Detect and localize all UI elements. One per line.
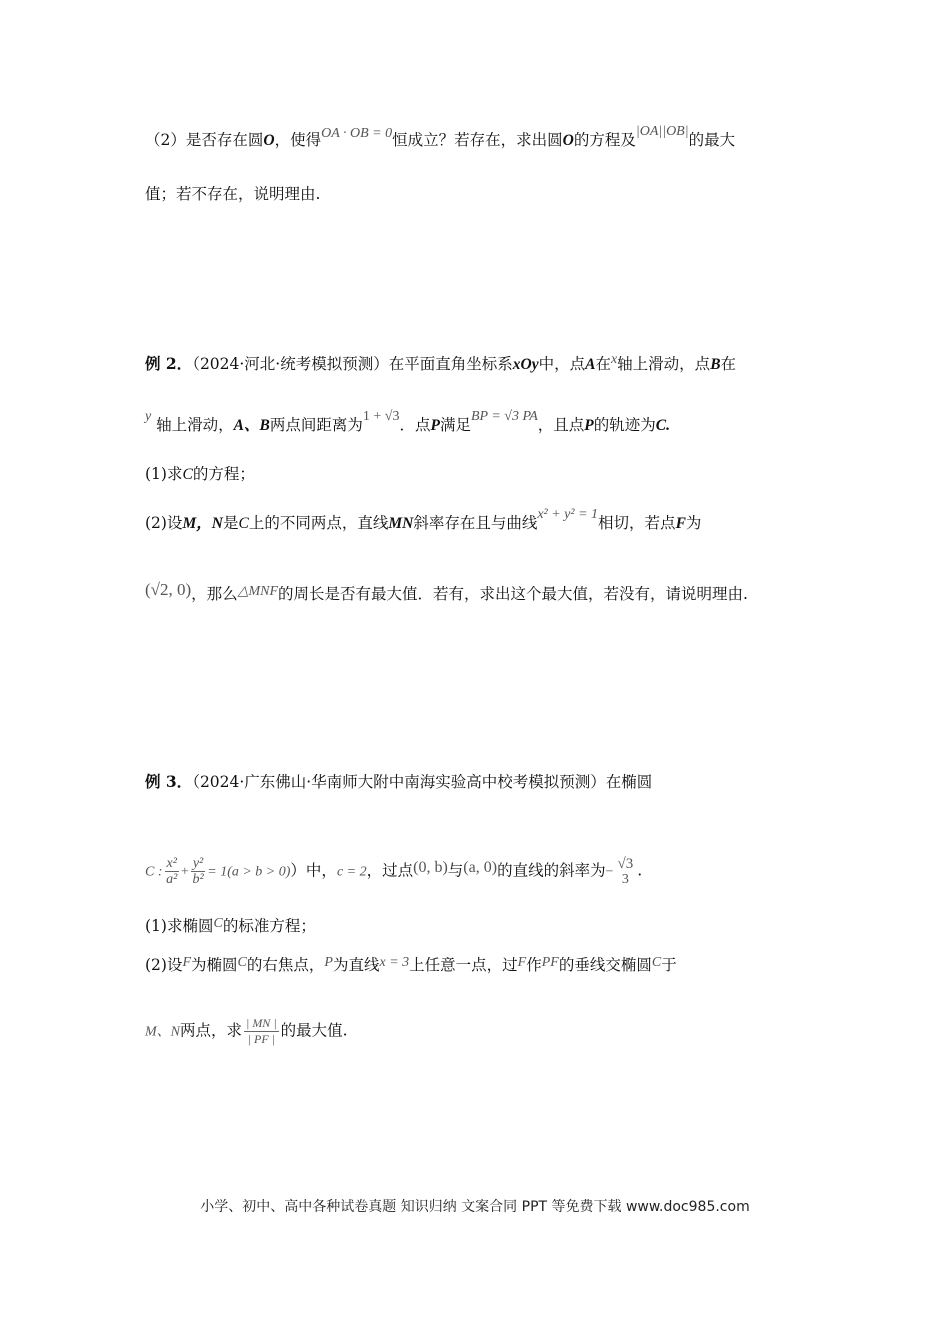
denominator: | PF |	[247, 1032, 275, 1046]
ex3-part1	[145, 914, 316, 940]
var-c: C.	[655, 417, 670, 434]
var-mn: M，N	[182, 515, 223, 532]
numerator: y²	[192, 856, 204, 871]
text: 的垂线交椭圆	[558, 956, 652, 974]
text: 在	[595, 355, 611, 373]
math-mn: M、N	[145, 1024, 180, 1040]
text: 轴上滑动，点	[617, 355, 711, 373]
text: ，使得	[274, 131, 322, 149]
math-c: C	[237, 955, 247, 970]
text: 为直线	[332, 956, 380, 974]
text: (1)求	[145, 465, 183, 483]
math-point-a0: (a, 0)	[463, 858, 498, 876]
math-point-0b: (0, b)	[413, 858, 448, 876]
text: 上的不同两点，直线	[248, 514, 389, 532]
text: 的直线的斜率为	[497, 861, 606, 880]
math-f: F	[517, 955, 527, 970]
text: 斜率存在且与曲线	[413, 514, 538, 532]
text: （2）是否存在圆	[145, 131, 264, 149]
denominator: a²	[166, 872, 178, 887]
text: 轴上滑动，	[156, 416, 234, 434]
math-ellipse-rest: = 1(a > b > 0)	[207, 864, 291, 880]
math-condition: OA · OB = 0	[321, 126, 393, 141]
math-line-x3: x = 3	[379, 955, 410, 970]
math-point: (√2, 0)	[145, 580, 192, 599]
math-c: C	[213, 916, 223, 931]
var-a: A	[585, 356, 596, 373]
var-b: B	[710, 356, 721, 373]
var-p: P	[430, 417, 440, 434]
text: 中，点	[538, 355, 586, 373]
ex2-line-2	[145, 409, 670, 439]
text: 相切，若点	[598, 514, 676, 532]
ex2-part2-line-2	[145, 582, 748, 608]
example-label: 例 2．	[145, 354, 193, 373]
text: 恒成立？若存在，求出圆	[392, 131, 563, 149]
text: 与	[447, 861, 464, 880]
text: ）中，	[290, 861, 337, 880]
ex2-line-1	[145, 352, 736, 378]
ex3-part2-line-2	[145, 1016, 348, 1047]
text: 于	[661, 956, 677, 974]
numerator: x²	[166, 856, 177, 871]
ex3-line-2	[145, 856, 642, 887]
math-f: F	[182, 955, 192, 970]
math-ellipse-name: C :	[145, 864, 163, 880]
q2-line-2	[145, 182, 320, 206]
var-o: O	[263, 132, 275, 149]
example-source: （2024·广东佛山·华南师大附中南海实验高中校考模拟预测）在椭圆	[192, 773, 653, 791]
math-bp-relation: BP = √3 PA	[470, 409, 538, 424]
math-fraction-y	[191, 856, 205, 887]
var-f: F	[675, 515, 686, 532]
text: 在	[720, 355, 737, 373]
var-xoy: xOy	[512, 356, 539, 373]
var-mn: MN	[388, 515, 414, 532]
text: 的方程及	[573, 131, 636, 149]
numerator: | MN |	[246, 1016, 277, 1030]
text: ，那么	[191, 585, 238, 603]
text: .	[637, 861, 643, 880]
math-p: P	[324, 955, 333, 970]
math-c: C	[651, 955, 662, 970]
text: 值；若不存在，说明理由.	[145, 185, 321, 203]
math-distance: 1 + √3	[362, 409, 400, 424]
ex3-part2	[145, 953, 677, 979]
math-minus: −	[605, 864, 614, 880]
math-c-value: c = 2	[336, 864, 367, 880]
var-p: P	[584, 417, 594, 434]
q2-line-1	[145, 124, 736, 154]
text: 的周长是否有最大值．若有，求出这个最大值，若没有，请说明理由.	[278, 585, 748, 603]
text: 为椭圆	[191, 956, 238, 974]
text: 两点间距离为	[269, 416, 363, 434]
ex2-part2-line-1	[145, 507, 702, 537]
text: 的最大	[688, 131, 736, 149]
text: (2)设	[145, 514, 183, 532]
text: (2)设	[145, 956, 183, 974]
math-plus: +	[180, 864, 189, 880]
math-pf: PF	[541, 955, 559, 970]
text: 的最大值.	[280, 1021, 348, 1040]
text: ，且点	[537, 416, 585, 434]
math-fraction-x	[165, 856, 179, 887]
text: 作	[526, 956, 542, 974]
math-expression: |OA||OB|	[635, 124, 689, 139]
denominator: 3	[621, 871, 629, 887]
text: 的右焦点，	[246, 956, 325, 974]
math-x: x	[610, 352, 618, 367]
numerator: √3	[617, 855, 634, 872]
text: 两点，求	[180, 1021, 243, 1040]
var-c: C	[238, 515, 249, 532]
math-triangle: △MNF	[237, 584, 278, 599]
text: ，过点	[366, 861, 414, 880]
text: ．点	[399, 416, 431, 434]
math-fraction-mn-pf	[244, 1016, 279, 1047]
var-c: C	[182, 466, 193, 483]
text: 的轨迹为	[593, 416, 656, 434]
text: 是	[222, 514, 239, 532]
text: (1)求椭圆	[145, 917, 214, 935]
text: 为	[685, 514, 702, 532]
ex3-line-1	[145, 770, 652, 794]
math-unit-circle: x² + y² = 1	[537, 507, 599, 522]
text: 的方程；	[192, 465, 255, 483]
var-o: O	[562, 132, 574, 149]
var-ab: A、B	[233, 417, 270, 434]
text: 满足	[439, 416, 471, 434]
example-label: 例 3．	[145, 772, 193, 791]
denominator: b²	[192, 872, 204, 887]
math-fraction-slope	[615, 857, 635, 887]
math-y: y	[145, 409, 152, 424]
text: 上任意一点，过	[409, 956, 518, 974]
text: 的标准方程；	[222, 917, 316, 935]
ex2-part1	[145, 462, 255, 487]
page-footer: 小学、初中、高中各种试卷真题 知识归纳 文案合同 PPT 等免费下载 www.doc985.com	[200, 1199, 750, 1215]
example-source: （2024·河北·统考模拟预测）在平面直角坐标系	[192, 355, 513, 373]
